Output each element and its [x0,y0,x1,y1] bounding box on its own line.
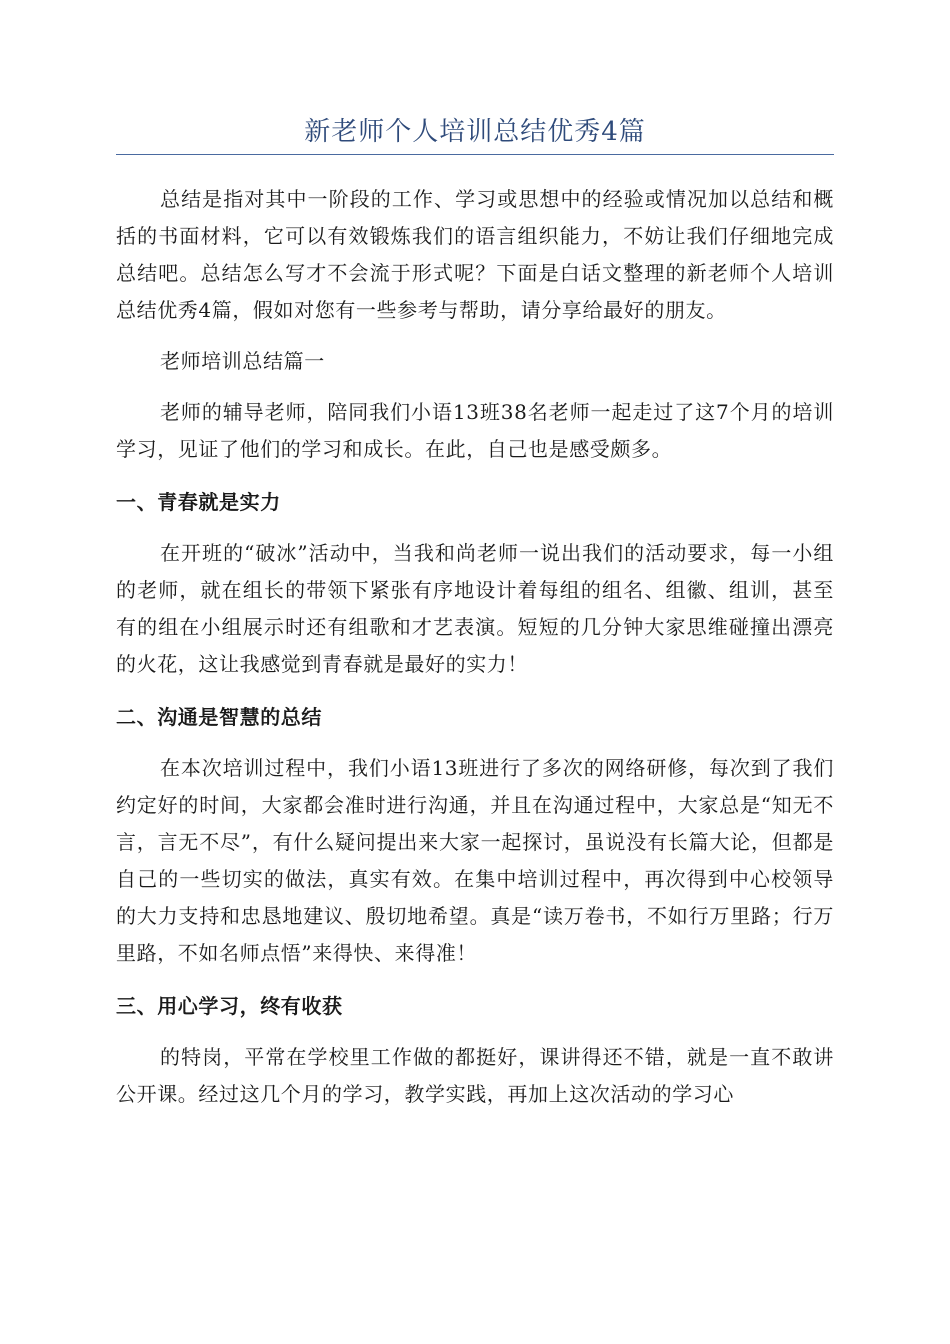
paragraph-learning: 的特岗，平常在学校里工作做的都挺好，课讲得还不错，就是一直不敢讲公开课。经过这几个月的学习，教学实践，再加上这次活动的学习心 [116,1045,834,1106]
intro-paragraph: 总结是指对其中一阶段的工作、学习或思想中的经验或情况加以总结和概括的书面材料，它可以有效锻炼我们的语言组织能力，不妨让我们仔细地完成总结吧。总结怎么写才不会流于形式呢？下面是白话文整理的新老师个人培训总结优秀4篇，假如对您有一些参考与帮助，请分享给最好的朋友。 [116,187,834,322]
title-underline [116,154,834,155]
heading-learning: 三、用心学习，终有收获 [116,994,343,1018]
section-one-paragraph: 老师的辅导老师，陪同我们小语13班38名老师一起走过了这7个月的培训学习，见证了他们的学习和成长。在此，自己也是感受颇多。 [116,400,834,461]
heading-youth-strength: 一、青春就是实力 [116,490,281,514]
paragraph-communication: 在本次培训过程中，我们小语13班进行了多次的网络研修，每次到了我们约定好的时间，大家都会准时进行沟通，并且在沟通过程中，大家总是“知无不言，言无不尽”，有什么疑问提出来大家一起探讨，虽说没有长篇大论，但都是自己的一些切实的做法，真实有效。在集中培训过程中，再次得到中心校领导的大力支持和忠恳地建议、殷切地希望。真是“读万卷书，不如行万里路；行万里路，不如名师点悟”来得快、来得准！ [116,756,834,965]
document-body [116,181,834,1113]
heading-communication: 二、沟通是智慧的总结 [116,705,322,729]
section-one-title: 老师培训总结篇一 [160,349,325,373]
document-title: 新老师个人培训总结优秀4篇 [304,117,646,147]
paragraph-youth-strength: 在开班的“破冰”活动中，当我和尚老师一说出我们的活动要求，每一小组的老师，就在组长的带领下紧张有序地设计着每组的组名、组徽、组训，甚至有的组在小组展示时还有组歌和才艺表演。短短的几分钟大家思维碰撞出漂亮的火花，这让我感觉到青春就是最好的实力！ [116,541,834,676]
